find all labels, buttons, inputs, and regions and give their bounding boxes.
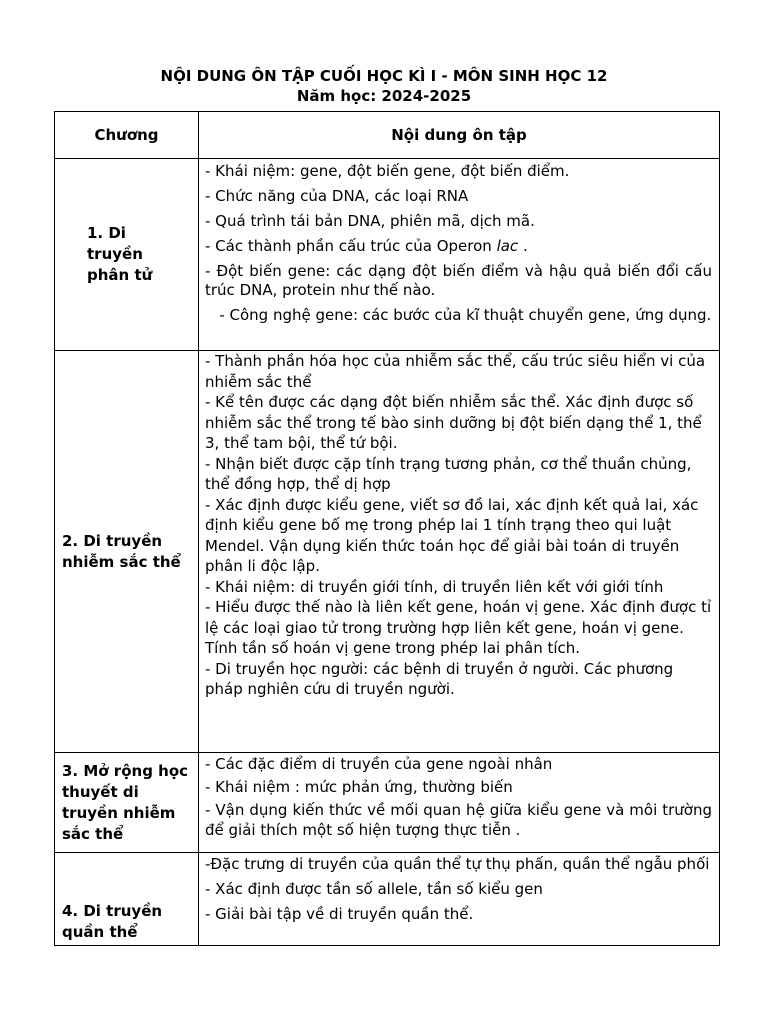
title-line-2: Năm học: 2024-2025 xyxy=(296,87,472,105)
list-item: - Thành phần hóa học của nhiễm sắc thể, cấu trúc siêu hiển vi của nhiễm sắc thể xyxy=(205,352,706,391)
operon-lac: lac xyxy=(496,237,519,255)
list-item: - Hiểu được thế nào là liên kết gene, hoán vị gene. Xác định được tỉ lệ các loại giao tử trong trường hợp liên kết gene, hoán vị gene. Tính tần số hoán vị gene trong phép lai phân tích. xyxy=(205,598,712,657)
content-cell xyxy=(199,753,720,853)
content-cell xyxy=(199,351,720,753)
list-item: - Xác định được kiểu gene, viết sơ đồ lai, xác định kết quả lai, xác định kiểu gene bố mẹ trong phép lai 1 tính trạng theo qui luật Mendel. Vận dụng kiến thức toán học để giải bài toán di truyền phân li độc lập. xyxy=(205,495,699,575)
list-item: - Xác định được tần số allele, tần số kiểu gen xyxy=(205,880,543,898)
table-row xyxy=(55,159,720,351)
chapter-cell xyxy=(55,853,199,946)
list-item: -Đặc trưng di truyền của quần thể tự thụ phấn, quần thể ngẫu phối xyxy=(205,855,710,873)
chapter-title: 4. Di truyền quần thể xyxy=(62,902,163,941)
title-line-1: NỘI DUNG ÔN TẬP CUỐI HỌC KÌ I - MÔN SINH HỌC 12 xyxy=(160,67,608,85)
list-item: - Công nghệ gene: các bước của kĩ thuật chuyển gene, ứng dụng. xyxy=(205,306,712,324)
list-item: - Khái niệm : mức phản ứng, thường biến xyxy=(205,778,513,796)
chapter-cell xyxy=(55,753,199,853)
list-item: - Di truyền học người: các bệnh di truyền ở người. Các phương pháp nghiên cứu di truyền người. xyxy=(205,659,674,698)
table-row xyxy=(55,753,720,853)
list-item: - Đột biến gene: các dạng đột biến điểm và hậu quả biến đổi cấu trúc DNA, protein như thế nào. xyxy=(205,262,712,299)
chapter-title: 1. Di truyền phân tử xyxy=(87,224,153,284)
table-row xyxy=(55,351,720,753)
list-item: - Khái niệm: gene, đột biến gene, đột biến điểm. xyxy=(205,162,570,180)
content-cell xyxy=(199,159,720,351)
chapter-cell xyxy=(55,159,199,351)
document-title xyxy=(0,66,768,106)
header-chapter: Chương xyxy=(55,112,199,159)
list-item: - Kể tên được các dạng đột biến nhiễm sắc thể. Xác định được số nhiễm sắc thể trong tế bào sinh dưỡng bị đột biến dạng thể 1, thể 3, thể tam bội, thể tứ bội. xyxy=(205,393,702,452)
operon-text: - Các thành phần cấu trúc của Operon xyxy=(205,237,497,255)
list-item: - Chức năng của DNA, các loại RNA xyxy=(205,187,469,205)
content-cell xyxy=(199,853,720,946)
list-item: - Giải bài tập về di truyền quần thể. xyxy=(205,905,474,923)
header-content: Nội dung ôn tập xyxy=(199,112,720,159)
chapter-title: 3. Mở rộng học thuyết di truyền nhiễm sắc thể xyxy=(62,761,189,843)
list-item: - Các đặc điểm di truyền của gene ngoài nhân xyxy=(205,755,553,773)
list-item: - Nhận biết được cặp tính trạng tương phản, cơ thể thuần chủng, thể đồng hợp, thể dị hợp xyxy=(205,454,692,493)
list-item: - Vận dụng kiến thức về mối quan hệ giữa kiểu gene và môi trường để giải thích một số hiện tượng thực tiễn . xyxy=(205,801,712,839)
table-row xyxy=(55,853,720,946)
operon-tail: . xyxy=(518,237,528,255)
chapter-title: 2. Di truyền nhiễm sắc thể xyxy=(62,531,181,571)
list-item: - Khái niệm: di truyền giới tính, di truyền liên kết với giới tính xyxy=(205,577,664,596)
list-item xyxy=(205,237,712,256)
list-item: - Quá trình tái bản DNA, phiên mã, dịch mã. xyxy=(205,212,535,230)
chapter-cell xyxy=(55,351,199,753)
review-table xyxy=(54,111,720,946)
table-header-row xyxy=(55,112,720,159)
